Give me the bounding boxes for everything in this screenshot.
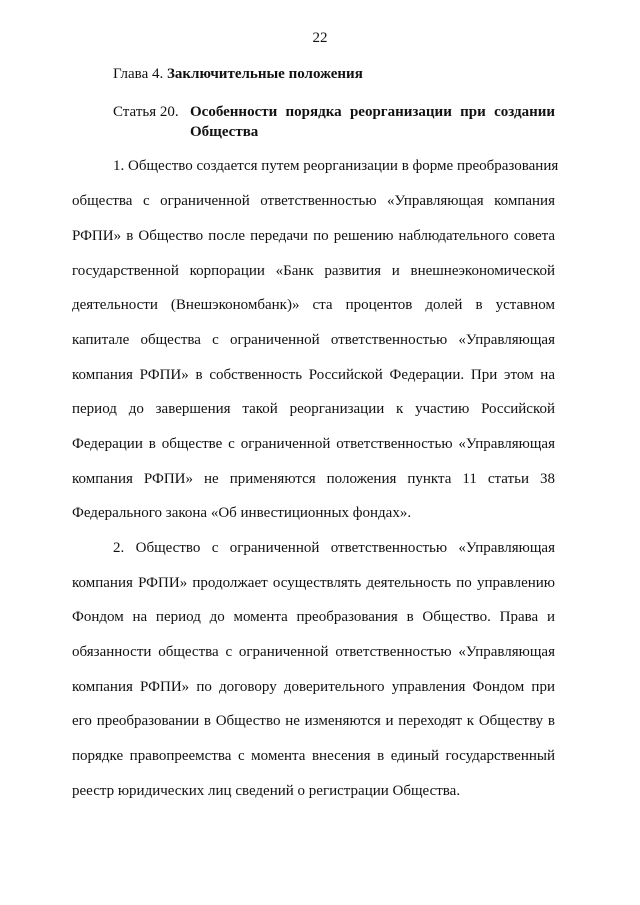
paragraph-2-line: компания РФПИ» по договору доверительного управления Фондом при [72, 679, 555, 695]
paragraph-1-line: Федерации в обществе с ограниченной ответственностью «Управляющая [72, 436, 555, 452]
paragraph-1-line: общества с ограниченной ответственностью «Управляющая компания [72, 193, 555, 209]
article-title-line-2: Общества [190, 124, 259, 140]
paragraph-1-line: период до завершения такой реорганизации к участию Российской [72, 401, 555, 417]
paragraph-2-line: обязанности общества с ограниченной ответственностью «Управляющая [72, 644, 555, 660]
paragraph-1-line: капитале общества с ограниченной ответственностью «Управляющая [72, 332, 555, 348]
page-number: 22 [312, 30, 328, 46]
paragraph-2-line: 2. Общество с ограниченной ответственностью «Управляющая [113, 540, 555, 556]
paragraph-1-line: Федерального закона «Об инвестиционных фондах». [72, 505, 412, 521]
paragraph-2-line: порядке правопреемства с момента внесения в единый государственный [72, 748, 555, 764]
paragraph-2-line: реестр юридических лиц сведений о регистрации Общества. [72, 783, 461, 799]
chapter-title: Заключительные положения [166, 66, 363, 82]
article-title-line-1: Особенности порядка реорганизации при создании [190, 104, 555, 120]
chapter-heading [113, 66, 363, 83]
article-prefix: Статья 20. [113, 104, 179, 120]
paragraph-1-line: РФПИ» в Общество после передачи по решению наблюдательного совета [72, 228, 555, 244]
paragraph-2-line: Фондом на период до момента преобразования в Общество. Права и [72, 609, 555, 625]
paragraph-2-line: его преобразовании в Общество не изменяются и переходят к Обществу в [72, 713, 555, 729]
paragraph-1-line: компания РФПИ» в собственность Российской Федерации. При этом на [72, 367, 555, 383]
paragraph-1-line: 1. Общество создается путем реорганизации в форме преобразования [113, 158, 559, 174]
paragraph-1-line: компания РФПИ» не применяются положения пункта 11 статьи 38 [72, 471, 555, 487]
chapter-prefix: Глава 4. [113, 66, 167, 82]
paragraph-1-line: деятельности (Внешэкономбанк)» ста процентов долей в уставном [72, 297, 555, 313]
paragraph-1-line: государственной корпорации «Банк развития и внешнеэкономической [72, 263, 555, 279]
paragraph-2-line: компания РФПИ» продолжает осуществлять деятельность по управлению [72, 575, 555, 591]
